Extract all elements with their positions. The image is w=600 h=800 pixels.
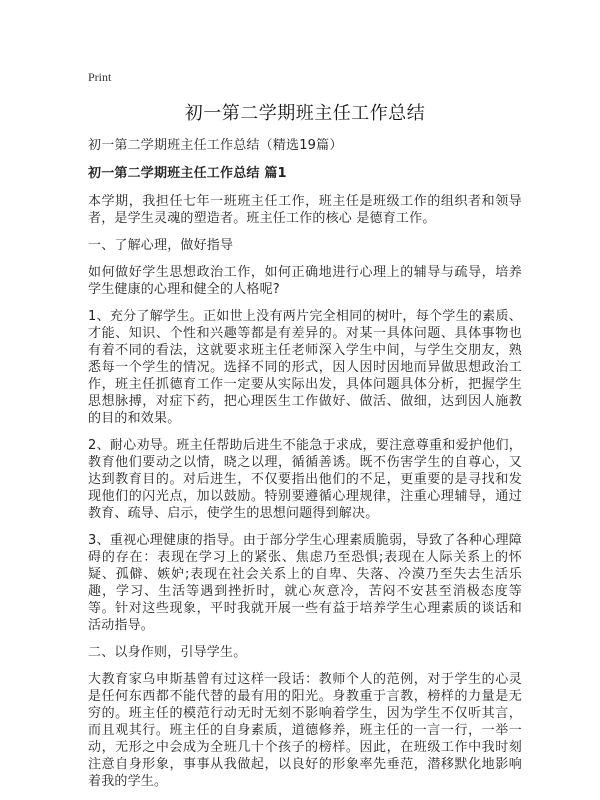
print-link[interactable]: Print xyxy=(88,70,112,84)
heading-lead-by-example: 二、以身作则，引导学生。 xyxy=(88,645,247,660)
heading-understand-psychology: 一、了解心理，做好指导 xyxy=(88,238,234,253)
document-page xyxy=(88,70,522,800)
section-heading: 初一第二学期班主任工作总结 篇1 xyxy=(88,166,287,181)
paragraph-point-1: 1、充分了解学生。正如世上没有两片完全相同的树叶，每个学生的素质、才能、知识、个性和兴趣等都是有差异的。对某一具体问题、具体事物也有着不同的看法，这就要求班主任老师深入学生中间，与学生交朋友，熟悉每一个学生的情况。选择不同的形式，因人因时因地而异做思想政治工作，班主任抓德育工作一定要从实际出发，具体问题具体分析，把握学生思想脉搏，对症下药，把心理医生工作做好、做活、做细，达到因人施教的目的和效果。 xyxy=(88,309,522,426)
document-title: 初一第二学期班主任工作总结 xyxy=(184,103,426,124)
paragraph-point-2: 2、耐心劝导。班主任帮助后进生不能急于求成，要注意尊重和爱护他们，教育他们要动之以情，晓之以理，循循善诱。既不伤害学生的自尊心，又达到教育目的。对后进生，不仅要指出他们的不足，更重要的是寻找和发现他们的闪光点，加以鼓励。特别要遵循心理规律，注重心理辅导，通过教育、疏导、启示，使学生的思想问题得到解决。 xyxy=(88,438,522,521)
document-subtitle: 初一第二学期班主任工作总结（精选19篇） xyxy=(88,138,343,153)
paragraph-lead-by-example: 大教育家乌申斯基曾有过这样一段话：教师个人的范例，对于学生的心灵是任何东西都不能代替的最有用的阳光。身教重于言教，榜样的力量是无穷的。班主任的模范行动无时无刻不影响着学生，因为学生不仅听其言，而且观其行。班主任的自身素质，道德修养，班主任的一言一行，一举一动，无形之中会成为全班几十个孩子的榜样。因此，在班级工作中我时刻注意自身形象，事事从我做起，以良好的形象率先垂范，潜移默化地影响着我的学生。 xyxy=(88,672,522,789)
paragraph-intro: 本学期，我担任七年一班班主任工作，班主任是班级工作的组织者和领导者，是学生灵魂的塑造者。班主任工作的核心 是德育工作。 xyxy=(88,194,522,226)
paragraph-question: 如何做好学生思想政治工作，如何正确地进行心理上的辅导与疏导，培养学生健康的心理和健全的人格呢? xyxy=(88,265,522,297)
paragraph-point-3: 3、重视心理健康的指导。由于部分学生心理素质脆弱，导致了各种心理障碍的存在：表现在学习上的紧张、焦虑乃至恐惧;表现在人际关系上的怀疑、孤僻、嫉妒;表现在社会关系上的自卑、失落、冷漠乃至失去生活乐趣，学习、生活等遇到挫折时，就心灰意冷，苦闷不安甚至消极态度等等。针对这些现象，平时我就开展一些有益于培养学生心理素质的谈话和活动指导。 xyxy=(88,533,522,633)
